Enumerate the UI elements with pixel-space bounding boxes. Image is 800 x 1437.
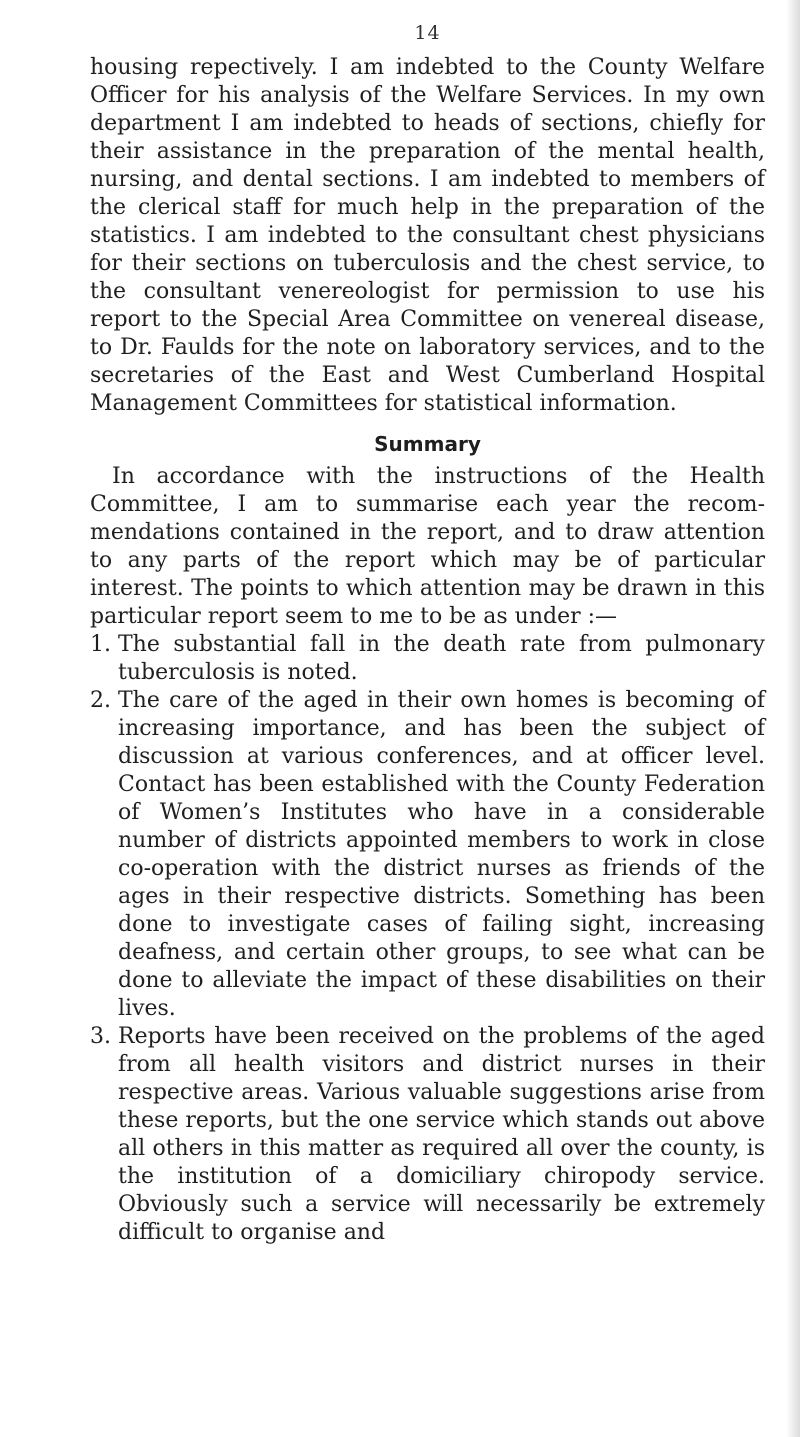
summary-points-list bbox=[90, 631, 765, 1247]
point-number: 2. bbox=[90, 688, 111, 713]
summary-paragraph: In accordance with the instructions of the Health Committee, I am to summarise each year the recommendations contained in the report, and to draw attention to any parts of the report which may be of particular interest. The points to which attention may be drawn in this particular report seem to me to be as under :— bbox=[90, 464, 765, 629]
summary-point bbox=[90, 687, 765, 1023]
point-number: 3. bbox=[90, 1024, 111, 1049]
intro-paragraph: housing repectively. I am indebted to the County Welfare Officer for his analysis of the Welfare Services. In my own department I am indebted to heads of sections, chiefly for their assistance in the preparation of the mental health, nursing, and dental sections. I am indebted to members of the clerical staff for much help in the preparation of the statistics. I am indebted to the consultant chest physicians for their sections on tuberculosis and the chest service, to the consultant venereologist for permission to use his report to the Special Area Committee on venereal disease, to Dr. Faulds for the note on laboratory services, and to the secretaries of the East and West Cumberland Hospital Management Committees for statistical information. bbox=[90, 55, 765, 416]
document-page bbox=[90, 22, 765, 1247]
point-text: Reports have been received on the problems of the aged from all health visitors and district nurses in their respective areas. Various valuable suggestions arise from these reports, but the one service which stands out above all others in this matter as required all over the county, is the institution of a domiciliary chiropody service. Obviously such a service will necessarily be extremely difficult to organise and bbox=[118, 1024, 765, 1245]
summary-point bbox=[90, 631, 765, 687]
page-edge-shadow bbox=[786, 0, 800, 1437]
point-number: 1. bbox=[90, 632, 111, 657]
summary-heading: Summary bbox=[374, 432, 481, 456]
point-text: The substantial fall in the death rate from pulmonary tuberculosis is noted. bbox=[118, 632, 765, 685]
summary-point bbox=[90, 1023, 765, 1247]
point-text: The care of the aged in their own homes is becoming of increasing importance, and has been the subject of discussion at various conferences, and at officer level. Contact has been established with the County Federation of Women’s Institutes who have in a considerable number of districts appointed members to work in close co-operation with the district nurses as friends of the ages in their respective districts. Something has been done to investigate cases of failing sight, increasing deafness, and certain other groups, to see what can be done to alleviate the impact of these disabilities on their lives. bbox=[118, 688, 765, 1021]
page-number: 14 bbox=[414, 22, 441, 44]
